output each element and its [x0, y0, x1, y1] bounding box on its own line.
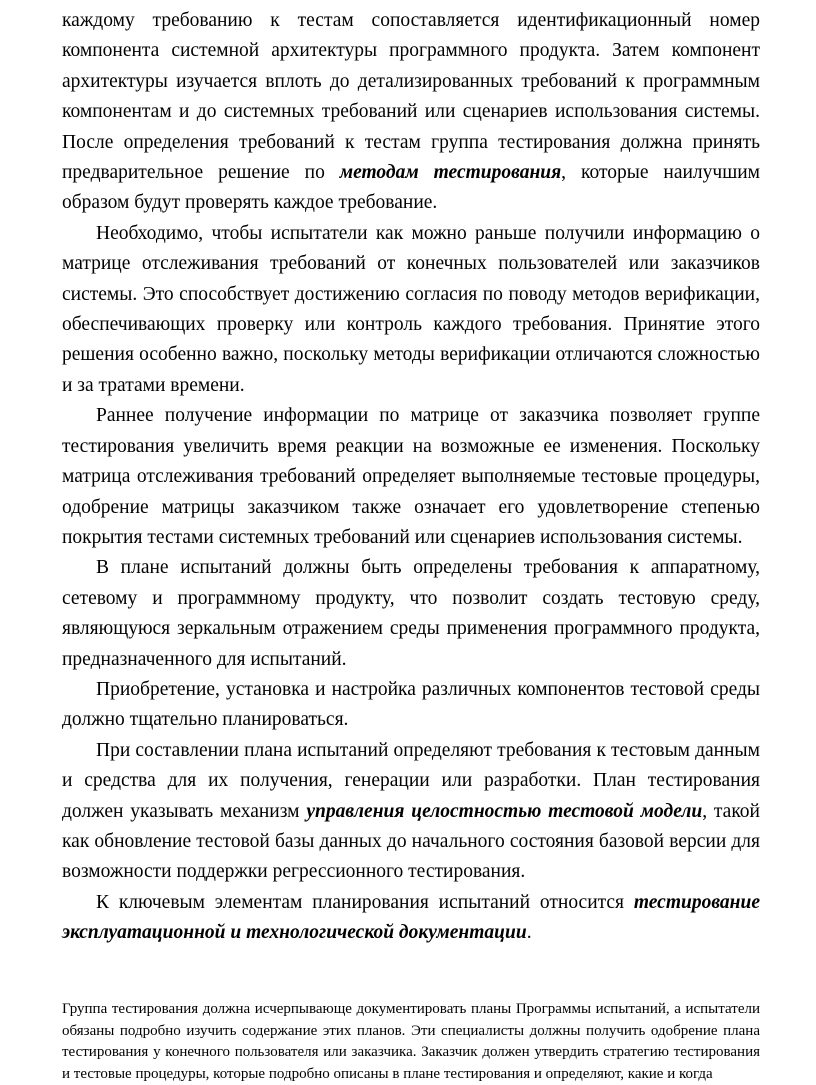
paragraph-6	[62, 736, 760, 888]
paragraph-7-run-3: .	[526, 922, 532, 944]
paragraph-6-run-3: , такой как обновление тестовой базы данных до начального состояния базовой версии для возможности поддержки регрессионного тестирования.	[62, 800, 760, 883]
paragraph-6-run-1: При составлении плана испытаний определяют требования к тестовым данным и средства для их получения, генерации или разработки. План тестирования должен указывать механизм	[62, 739, 760, 822]
paragraph-5-run-1: Приобретение, установка и настройка различных компонентов тестовой среды должно тщательно планироваться.	[62, 678, 760, 731]
paragraph-3-run-1: Раннее получение информации по матрице от заказчика позволяет группе тестирования увеличить время реакции на возможные ее изменения. Поскольку матрица отслеживания требований определяет выполняемые тестовые процедуры, одобрение матрицы заказчиком также означает его удовлетворение степенью покрытия тестами системных требований или сценариев использования системы.	[62, 405, 760, 548]
paragraph-7-run-1: К ключевым элементам планирования испытаний относится	[96, 891, 634, 913]
paragraph-1-run-1: каждому требованию к тестам сопоставляется идентификационный номер компонента системной архитектуры программного продукта. Затем компонент архитектуры изучается вплоть до детализированных требований к программным компонентам и до системных требований или сценариев использования системы. После определения требований к тестам группа тестирования должна принять предварительное решение по	[62, 10, 760, 184]
paragraph-2	[62, 219, 760, 401]
footnote-text: Группа тестирования должна исчерпывающе документировать планы Программы испытаний, а испытатели обязаны подробно изучить содержание этих планов. Эти специалисты должны получить одобрение плана тестирования у конечного пользователя или заказчика. Заказчик должен утвердить стратегию тестирования и тестовые процедуры, которые подробно описаны в плане тестирования и определяют, какие и когда	[62, 1001, 760, 1082]
paragraph-4	[62, 553, 760, 675]
document-body	[62, 6, 760, 949]
paragraph-1	[62, 6, 760, 219]
paragraph-1-run-3: , которые наилучшим образом будут проверять каждое требование.	[62, 162, 761, 214]
paragraph-6-run-2-emphasis: управления целостностью тестовой модели	[306, 800, 703, 822]
paragraph-2-run-1: Необходимо, чтобы испытатели как можно раньше получили информацию о матрице отслеживания требований от конечных пользователей или заказчиков системы. Это способствует достижению согласия по поводу методов верификации, обеспечивающих проверку или контроль каждого требования. Принятие этого решения особенно важно, поскольку методы верификации отличаются сложностью и за тратами времени.	[62, 222, 760, 396]
paragraph-5	[62, 675, 760, 736]
paragraph-4-run-1: В плане испытаний должны быть определены требования к аппаратному, сетевому и программному продукту, что позволит создать тестовую среду, являющуюся зеркальным отражением среды применения программного продукта, предназначенного для испытаний.	[62, 557, 760, 670]
paragraph-7-run-2-emphasis: тестирование эксплуатационной и технологической документации	[62, 891, 760, 944]
paragraph-3	[62, 401, 760, 553]
paragraph-1-run-2-emphasis: методам тестирования	[339, 162, 562, 184]
footnote-area	[62, 999, 760, 1085]
paragraph-7	[62, 888, 760, 949]
